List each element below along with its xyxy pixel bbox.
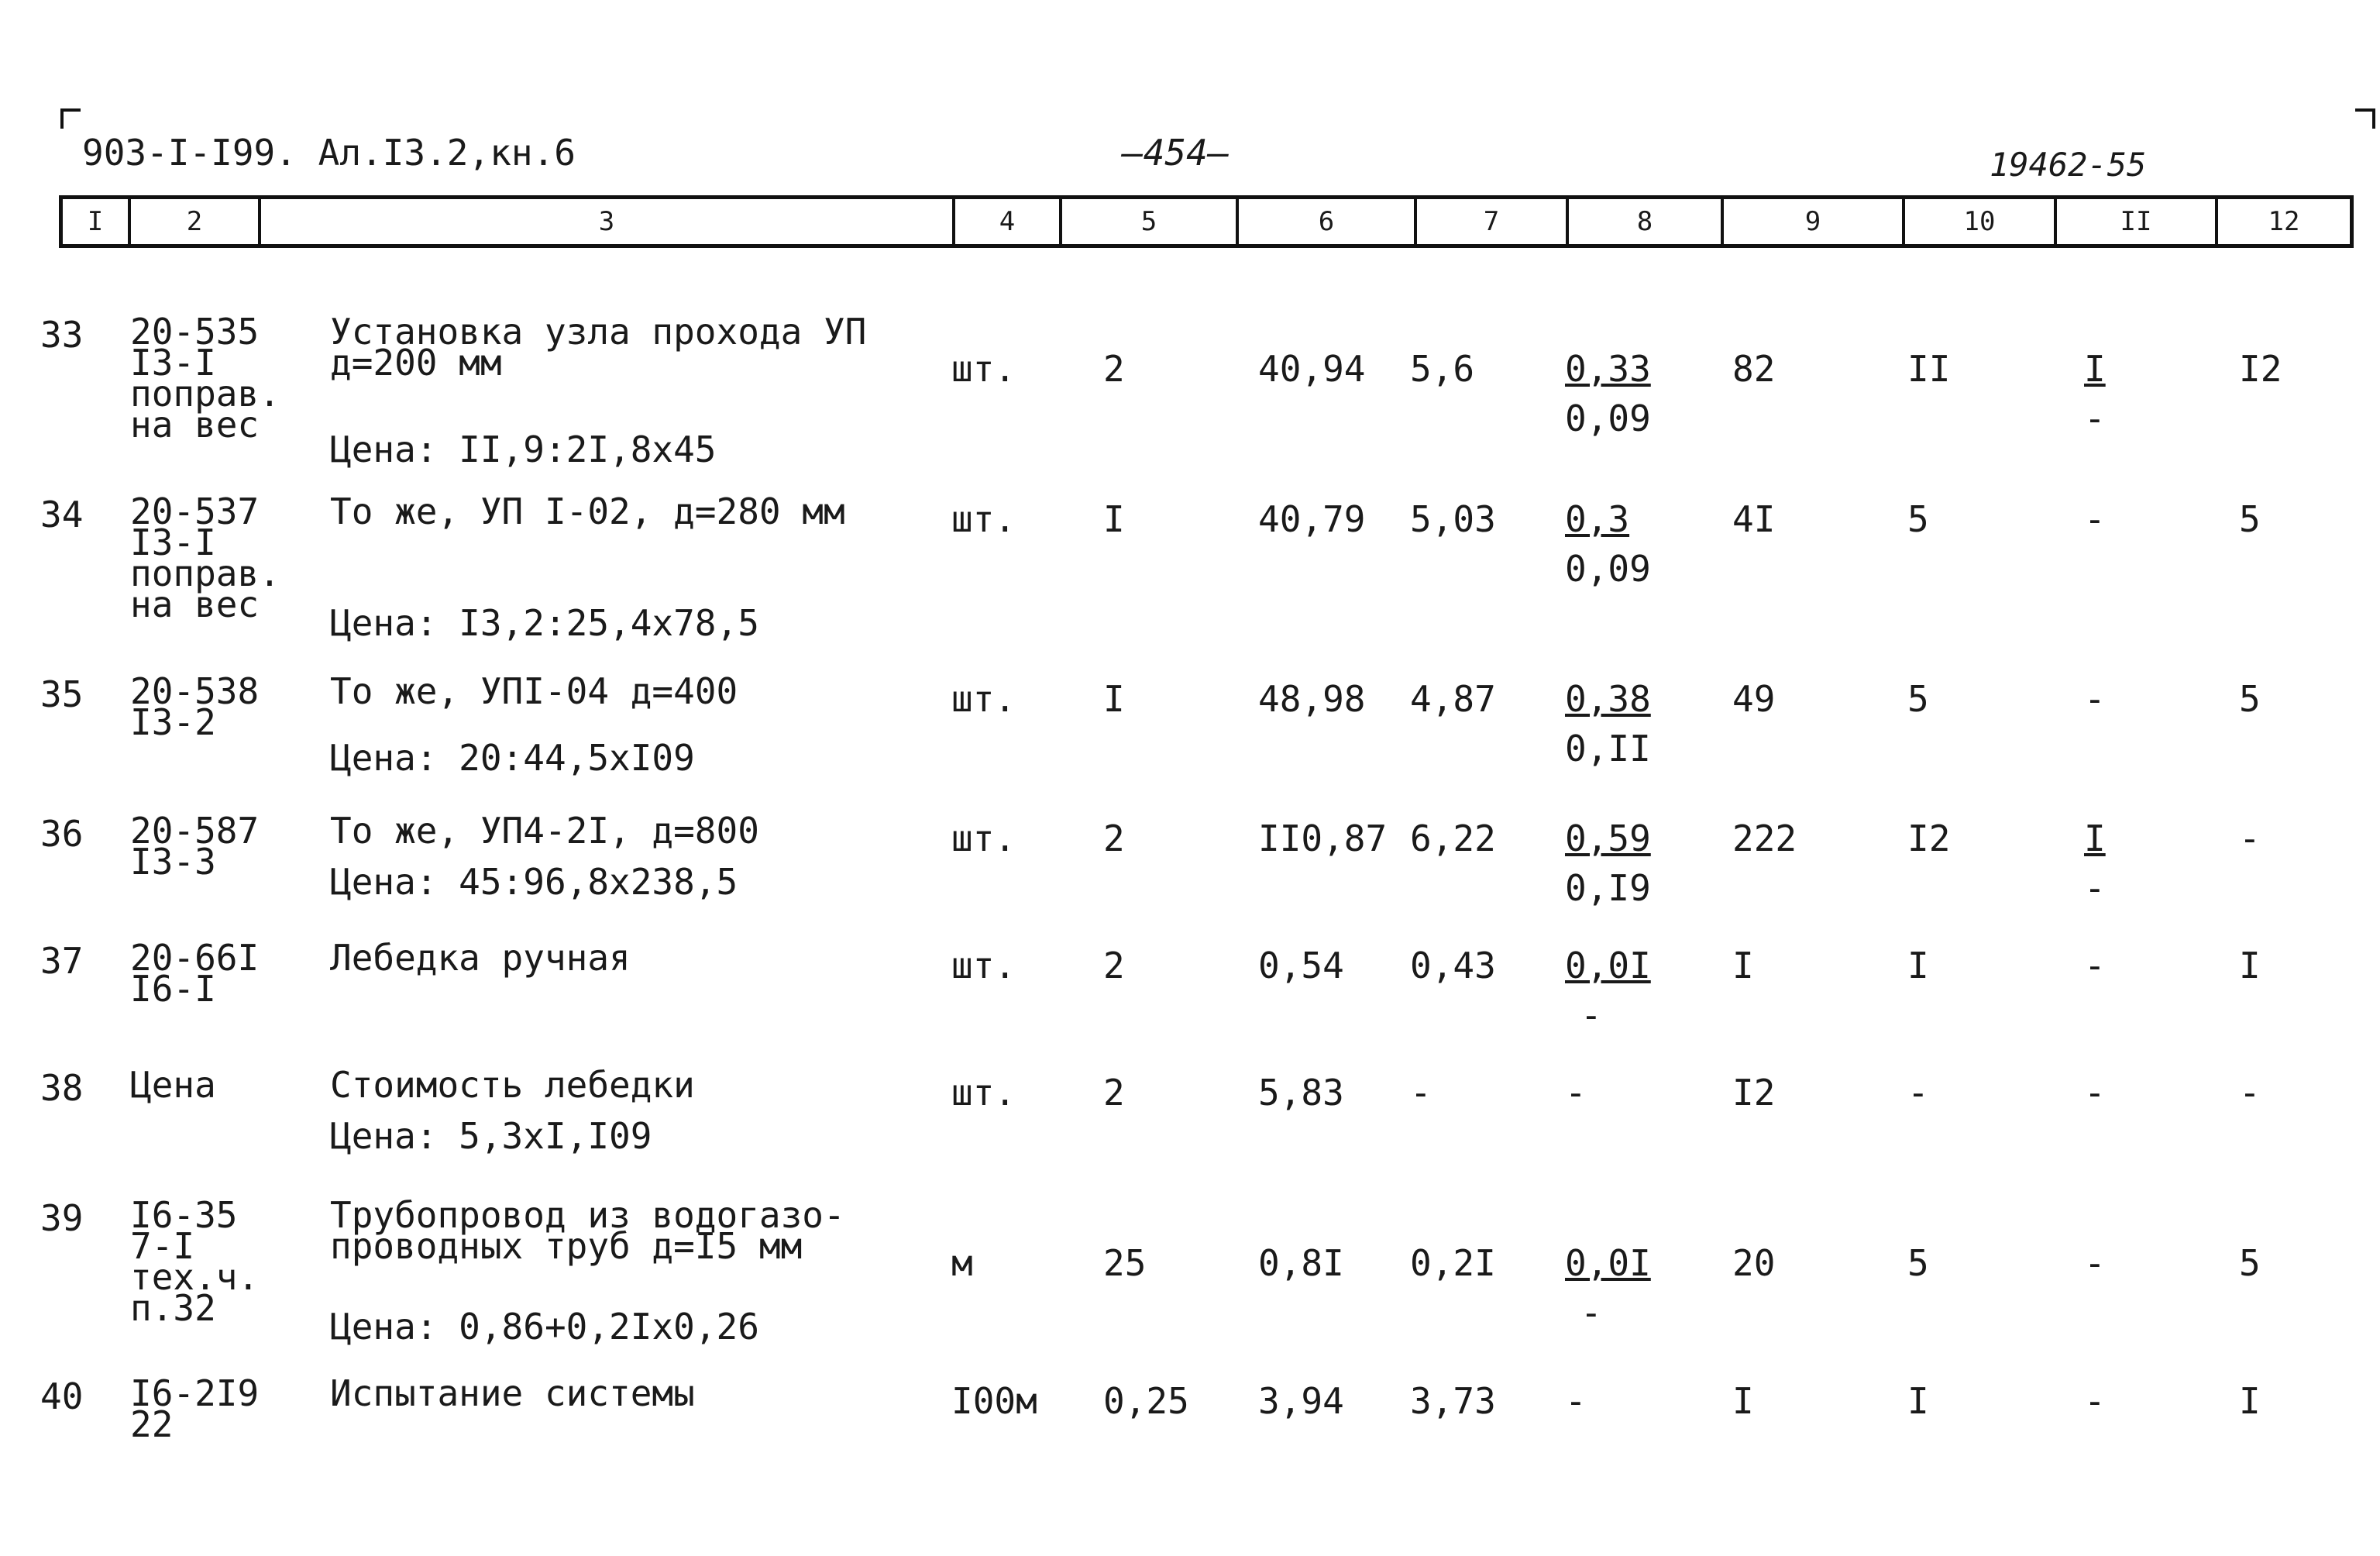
col-8-value: 0,0I — [1565, 1242, 1651, 1284]
work-description: Установка узла прохода УП д=200 мм — [330, 311, 867, 384]
row-number: 35 — [40, 673, 84, 715]
col-11-value: I — [2084, 818, 2106, 859]
col-11-value: - — [2084, 1380, 2106, 1422]
col-9-value: 222 — [1732, 818, 1797, 859]
quantity: 2 — [1103, 818, 1125, 859]
row-number: 33 — [40, 314, 84, 356]
work-description: Стоимость лебедки — [330, 1064, 695, 1106]
quantity: 2 — [1103, 348, 1125, 390]
norm-code: Цена — [130, 1064, 216, 1106]
col-6-value: 40,79 — [1258, 498, 1366, 540]
col-9-value: 4I — [1732, 498, 1776, 540]
col-12-value: 5 — [2239, 1242, 2261, 1284]
col-7-value: 0,43 — [1410, 945, 1496, 986]
price-formula: Цена: 20:44,5xI09 — [330, 737, 695, 779]
unit: шт. — [951, 818, 1016, 859]
col-8-value-lower: - — [1580, 994, 1602, 1036]
norm-code: 20-537 I3-I поправ. на вес — [130, 491, 280, 625]
work-description: Трубопровод из водогазо- проводных труб д=I5 мм — [330, 1194, 845, 1267]
work-description: Лебедка ручная — [330, 937, 631, 979]
col-7-value: - — [1410, 1072, 1432, 1114]
col-12-value: 5 — [2239, 678, 2261, 720]
unit: I00м — [951, 1380, 1037, 1422]
col-8-value-lower: 0,09 — [1565, 398, 1651, 439]
doc-number: 19462-55 — [1990, 146, 2147, 184]
quantity: 25 — [1103, 1242, 1147, 1284]
work-description: То же, УПI-04 д=400 — [330, 670, 738, 712]
col-12-value: I2 — [2239, 348, 2282, 390]
col-7-value: 5,6 — [1410, 348, 1475, 390]
row-number: 40 — [40, 1375, 84, 1417]
col-12-value: I — [2239, 1380, 2261, 1422]
corner-mark-left — [60, 108, 81, 129]
col-10-value: I — [1907, 1380, 1929, 1422]
unit: шт. — [951, 498, 1016, 540]
row-number: 37 — [40, 940, 84, 982]
price-formula: Цена: 45:96,8x238,5 — [330, 861, 738, 903]
col-7-value: 0,2I — [1410, 1242, 1496, 1284]
col-6-value: 0,54 — [1258, 945, 1344, 986]
norm-code: I6-35 7-I тех.ч. п.32 — [130, 1194, 260, 1329]
col-9-value: I — [1732, 1380, 1754, 1422]
col-12-value: I — [2239, 945, 2261, 986]
col-12-value: - — [2239, 1072, 2261, 1114]
col-6-value: 40,94 — [1258, 348, 1366, 390]
col-8-value: 0,33 — [1565, 348, 1651, 390]
col-8-value: - — [1565, 1072, 1587, 1114]
col-num-9: 9 — [1721, 199, 1902, 244]
col-num-8: 8 — [1566, 199, 1721, 244]
quantity: 2 — [1103, 945, 1125, 986]
row-number: 38 — [40, 1067, 84, 1109]
work-description: То же, УП4-2I, д=800 — [330, 810, 759, 852]
col-11-value-lower: - — [2084, 398, 2106, 439]
col-num-12: 12 — [2215, 199, 2350, 244]
col-11-value: - — [2084, 945, 2106, 986]
col-8-value-lower: 0,09 — [1565, 548, 1651, 590]
norm-code: 20-535 I3-I поправ. на вес — [130, 311, 280, 446]
col-num-2: 2 — [128, 199, 258, 244]
col-11-value: I — [2084, 348, 2106, 390]
unit: м — [951, 1242, 973, 1284]
col-10-value: I — [1907, 945, 1929, 986]
col-8-value: 0,0I — [1565, 945, 1651, 986]
col-num-1: I — [87, 206, 104, 237]
col-9-value: I — [1732, 945, 1754, 986]
price-formula: Цена: 5,3xI,I09 — [330, 1115, 652, 1157]
col-12-value: 5 — [2239, 498, 2261, 540]
price-formula: Цена: I3,2:25,4x78,5 — [330, 602, 759, 644]
col-num-7: 7 — [1414, 199, 1566, 244]
col-10-value: - — [1907, 1072, 1929, 1114]
col-7-value: 3,73 — [1410, 1380, 1496, 1422]
col-11-value: - — [2084, 1072, 2106, 1114]
col-num-11: II — [2054, 199, 2215, 244]
col-11-value-lower: - — [2084, 867, 2106, 909]
unit: шт. — [951, 348, 1016, 390]
unit: шт. — [951, 678, 1016, 720]
col-11-value: - — [2084, 498, 2106, 540]
quantity: I — [1103, 498, 1125, 540]
col-10-value: 5 — [1907, 1242, 1929, 1284]
norm-code: I6-2I9 22 — [130, 1372, 260, 1445]
work-description: То же, УП I-02, д=280 мм — [330, 491, 845, 532]
norm-code: 20-66I I6-I — [130, 937, 260, 1010]
norm-code: 20-587 I3-3 — [130, 810, 260, 883]
column-number-bar — [59, 195, 2354, 248]
col-8-value-lower: 0,I9 — [1565, 867, 1651, 909]
col-6-value: 48,98 — [1258, 678, 1366, 720]
col-8-value: 0,59 — [1565, 818, 1651, 859]
col-num-3: 3 — [258, 199, 952, 244]
col-8-value: 0,3 — [1565, 498, 1630, 540]
col-7-value: 5,03 — [1410, 498, 1496, 540]
quantity: 0,25 — [1103, 1380, 1189, 1422]
price-formula: Цена: II,9:2I,8x45 — [330, 429, 717, 470]
col-10-value: I2 — [1907, 818, 1951, 859]
col-7-value: 6,22 — [1410, 818, 1496, 859]
col-7-value: 4,87 — [1410, 678, 1496, 720]
corner-mark-right — [2355, 108, 2375, 129]
price-formula: Цена: 0,86+0,2Ix0,26 — [330, 1306, 759, 1348]
col-9-value: I2 — [1732, 1072, 1776, 1114]
col-8-value-lower: - — [1580, 1292, 1602, 1334]
col-9-value: 49 — [1732, 678, 1776, 720]
col-11-value: - — [2084, 678, 2106, 720]
row-number: 34 — [40, 494, 84, 535]
col-num-6: 6 — [1236, 199, 1414, 244]
col-8-value-lower: 0,II — [1565, 728, 1651, 769]
col-9-value: 20 — [1732, 1242, 1776, 1284]
norm-code: 20-538 I3-2 — [130, 670, 260, 743]
col-num-10: 10 — [1902, 199, 2054, 244]
col-num-4: 4 — [952, 199, 1059, 244]
col-10-value: 5 — [1907, 678, 1929, 720]
col-8-value: 0,38 — [1565, 678, 1651, 720]
col-9-value: 82 — [1732, 348, 1776, 390]
work-description: Испытание системы — [330, 1372, 695, 1414]
quantity: 2 — [1103, 1072, 1125, 1114]
col-6-value: II0,87 — [1258, 818, 1388, 859]
col-10-value: II — [1907, 348, 1951, 390]
row-number: 39 — [40, 1197, 84, 1239]
unit: шт. — [951, 1072, 1016, 1114]
col-6-value: 5,83 — [1258, 1072, 1344, 1114]
col-8-value: - — [1565, 1380, 1587, 1422]
col-num-5: 5 — [1059, 199, 1236, 244]
page-number: —454— — [1122, 132, 1230, 174]
quantity: I — [1103, 678, 1125, 720]
col-12-value: - — [2239, 818, 2261, 859]
col-11-value: - — [2084, 1242, 2106, 1284]
unit: шт. — [951, 945, 1016, 986]
col-6-value: 0,8I — [1258, 1242, 1344, 1284]
col-10-value: 5 — [1907, 498, 1929, 540]
col-6-value: 3,94 — [1258, 1380, 1344, 1422]
row-number: 36 — [40, 813, 84, 855]
doc-code: 903-I-I99. Ал.I3.2,кн.6 — [82, 132, 576, 174]
